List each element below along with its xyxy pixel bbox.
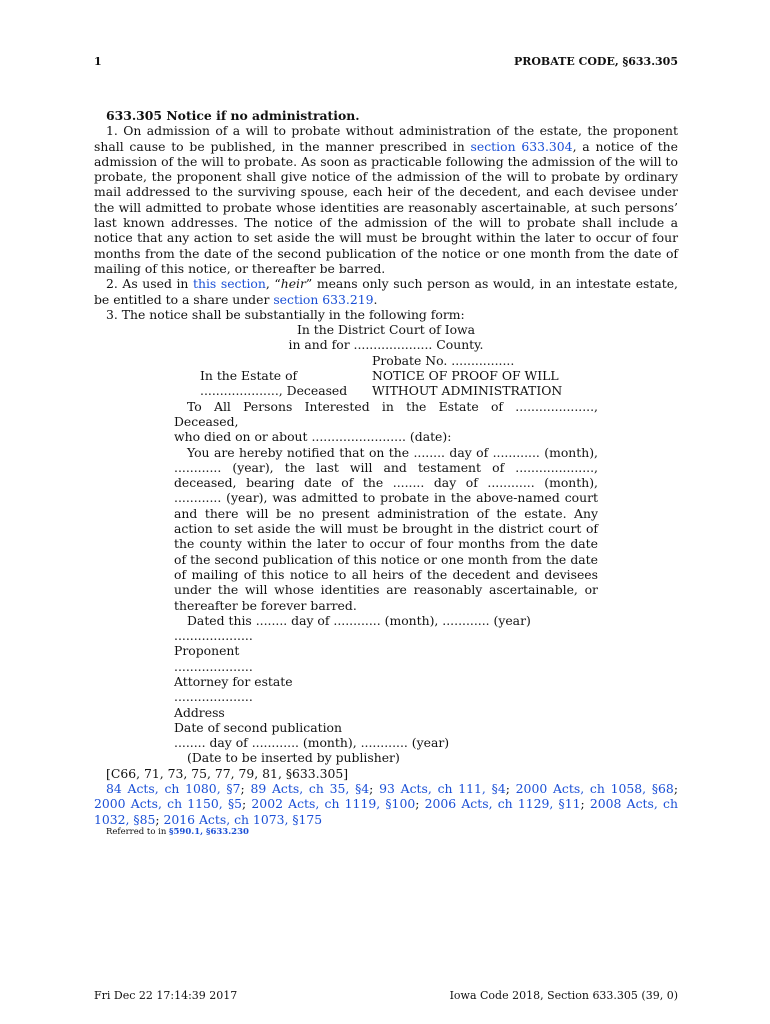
subsection-2 — [94, 276, 678, 307]
form-dots-proponent: .................... — [174, 628, 253, 644]
running-title: PROBATE CODE, §633.305 — [513, 55, 678, 68]
act-separator: ; — [242, 796, 252, 812]
act-separator: ; — [505, 781, 516, 797]
act-separator: ; — [369, 781, 380, 797]
act-link[interactable]: 2002 Acts, ch 1119, §100 — [251, 796, 416, 812]
act-link[interactable]: 84 Acts, ch 1080, §7 — [106, 781, 241, 797]
subsection-1 — [94, 123, 678, 276]
history-codes: [C66, 71, 73, 75, 77, 79, 81, §633.305] — [106, 765, 349, 781]
form-deceased-row — [174, 383, 598, 398]
form-proponent: Proponent — [174, 643, 240, 659]
form-deceased-left: ...................., Deceased — [200, 383, 348, 399]
form-dots-attorney: .................... — [174, 658, 253, 674]
form-to-all: To All Persons Interested in the Estate of ...................., Deceased, — [174, 398, 598, 429]
act-separator: ; — [415, 796, 425, 812]
subsection-1-text-a: 1. On admission of a will to probate without administration of the estate, the proponent shall cause to be published, in the manner prescribed in — [94, 123, 678, 154]
form-second-pub-date: ........ day of ............ (month), ............ (year) — [174, 735, 450, 751]
notice-form — [174, 322, 598, 766]
act-link[interactable]: 2000 Acts, ch 1150, §5 — [94, 796, 243, 812]
footer-citation: Iowa Code 2018, Section 633.305 (39, 0) — [449, 989, 678, 1002]
act-link[interactable]: 93 Acts, ch 111, §4 — [379, 781, 506, 797]
act-separator: ; — [580, 796, 590, 812]
subsection-2-text-c: ” means only such person as would, in an intestate estate, be entitled to a share under — [94, 276, 679, 307]
link-section-633-304[interactable]: section 633.304 — [470, 138, 573, 154]
form-county: in and for .................... County. — [288, 337, 484, 353]
act-link[interactable]: 2006 Acts, ch 1129, §11 — [424, 796, 581, 812]
history-acts — [94, 781, 678, 827]
form-court: In the District Court of Iowa — [296, 322, 476, 338]
form-second-pub: Date of second publication — [174, 719, 342, 735]
subsection-2-text-a: 2. As used in — [106, 276, 193, 292]
act-separator: ; — [155, 811, 164, 827]
form-died-on: who died on or about ........................ (date): — [174, 429, 452, 445]
form-dots-address: .................... — [174, 689, 253, 705]
footer-timestamp: Fri Dec 22 17:14:39 2017 — [94, 989, 238, 1002]
form-dated: Dated this ........ day of ............ (month), ............ (year) — [187, 612, 531, 628]
subsection-1-text-b: , a notice of the admission of the will to probate. As soon as practicable following the admission of the will to probate, the proponent shall give notice of the admission of the will to probate by ordinary mail addressed to the surviving spouse, each heir of the decedent, and each devisee under the will admitted to probate whose identities are reasonably ascertainable, at such persons’ last known addresses. The notice of the admission of the will to probate shall include a notice that any action to set aside the will must be brought within the later to occur of four months from the date of the second publication of the notice or one month from the date of mailing of this notice, or thereafter be barred. — [94, 138, 678, 276]
form-notified: You are hereby notified that on the ........ day of ............ (month), ............ (year), the last will and testament of ...................., deceased, bearing date of the ........ day of ............ (month), ............ (year), was admitted to probate in the above-named court and there will be no present administration of the estate. Any action to set aside the will must be brought in the district court of the county within the later to occur of four months from the date of the second publication of this notice or one month from the date of mailing of this notice to all heirs of the decedent and devisees under the will whose identities are reasonably ascertainable, or thereafter be forever barred. — [174, 444, 598, 613]
subsection-2-text-b: , “ — [265, 276, 281, 292]
form-estate-left: In the Estate of — [200, 368, 298, 384]
subsection-2-text-d: . — [373, 291, 378, 307]
act-link[interactable]: 2000 Acts, ch 1058, §68 — [515, 781, 674, 797]
referred-to — [106, 827, 678, 837]
link-this-section[interactable]: this section — [192, 276, 266, 292]
form-notice-heading: NOTICE OF PROOF OF WILL — [372, 368, 559, 384]
term-heir: heir — [280, 276, 306, 292]
referred-links[interactable]: §590.1, §633.230 — [169, 826, 249, 837]
form-notice-subheading: WITHOUT ADMINISTRATION — [372, 383, 563, 399]
form-inserted: (Date to be inserted by publisher) — [187, 750, 400, 766]
link-section-633-219[interactable]: section 633.219 — [273, 291, 374, 307]
page-number: 1 — [94, 55, 102, 68]
referred-label: Referred to in — [106, 826, 170, 837]
act-link[interactable]: 89 Acts, ch 35, §4 — [250, 781, 370, 797]
document-body — [94, 108, 678, 837]
form-probate-no: Probate No. ................ — [372, 352, 515, 368]
form-address: Address — [174, 704, 225, 720]
act-separator: ; — [240, 781, 251, 797]
form-probate-row — [174, 353, 598, 368]
act-link[interactable]: 2016 Acts, ch 1073, §175 — [163, 811, 323, 827]
act-link[interactable]: 2008 Acts, ch 1032, §85 — [94, 796, 678, 827]
form-estate-row — [174, 368, 598, 383]
section-title: 633.305 Notice if no administration. — [106, 108, 360, 123]
form-attorney: Attorney for estate — [174, 673, 293, 689]
act-separator: ; — [673, 781, 678, 797]
subsection-3: 3. The notice shall be substantially in the following form: — [106, 306, 465, 322]
